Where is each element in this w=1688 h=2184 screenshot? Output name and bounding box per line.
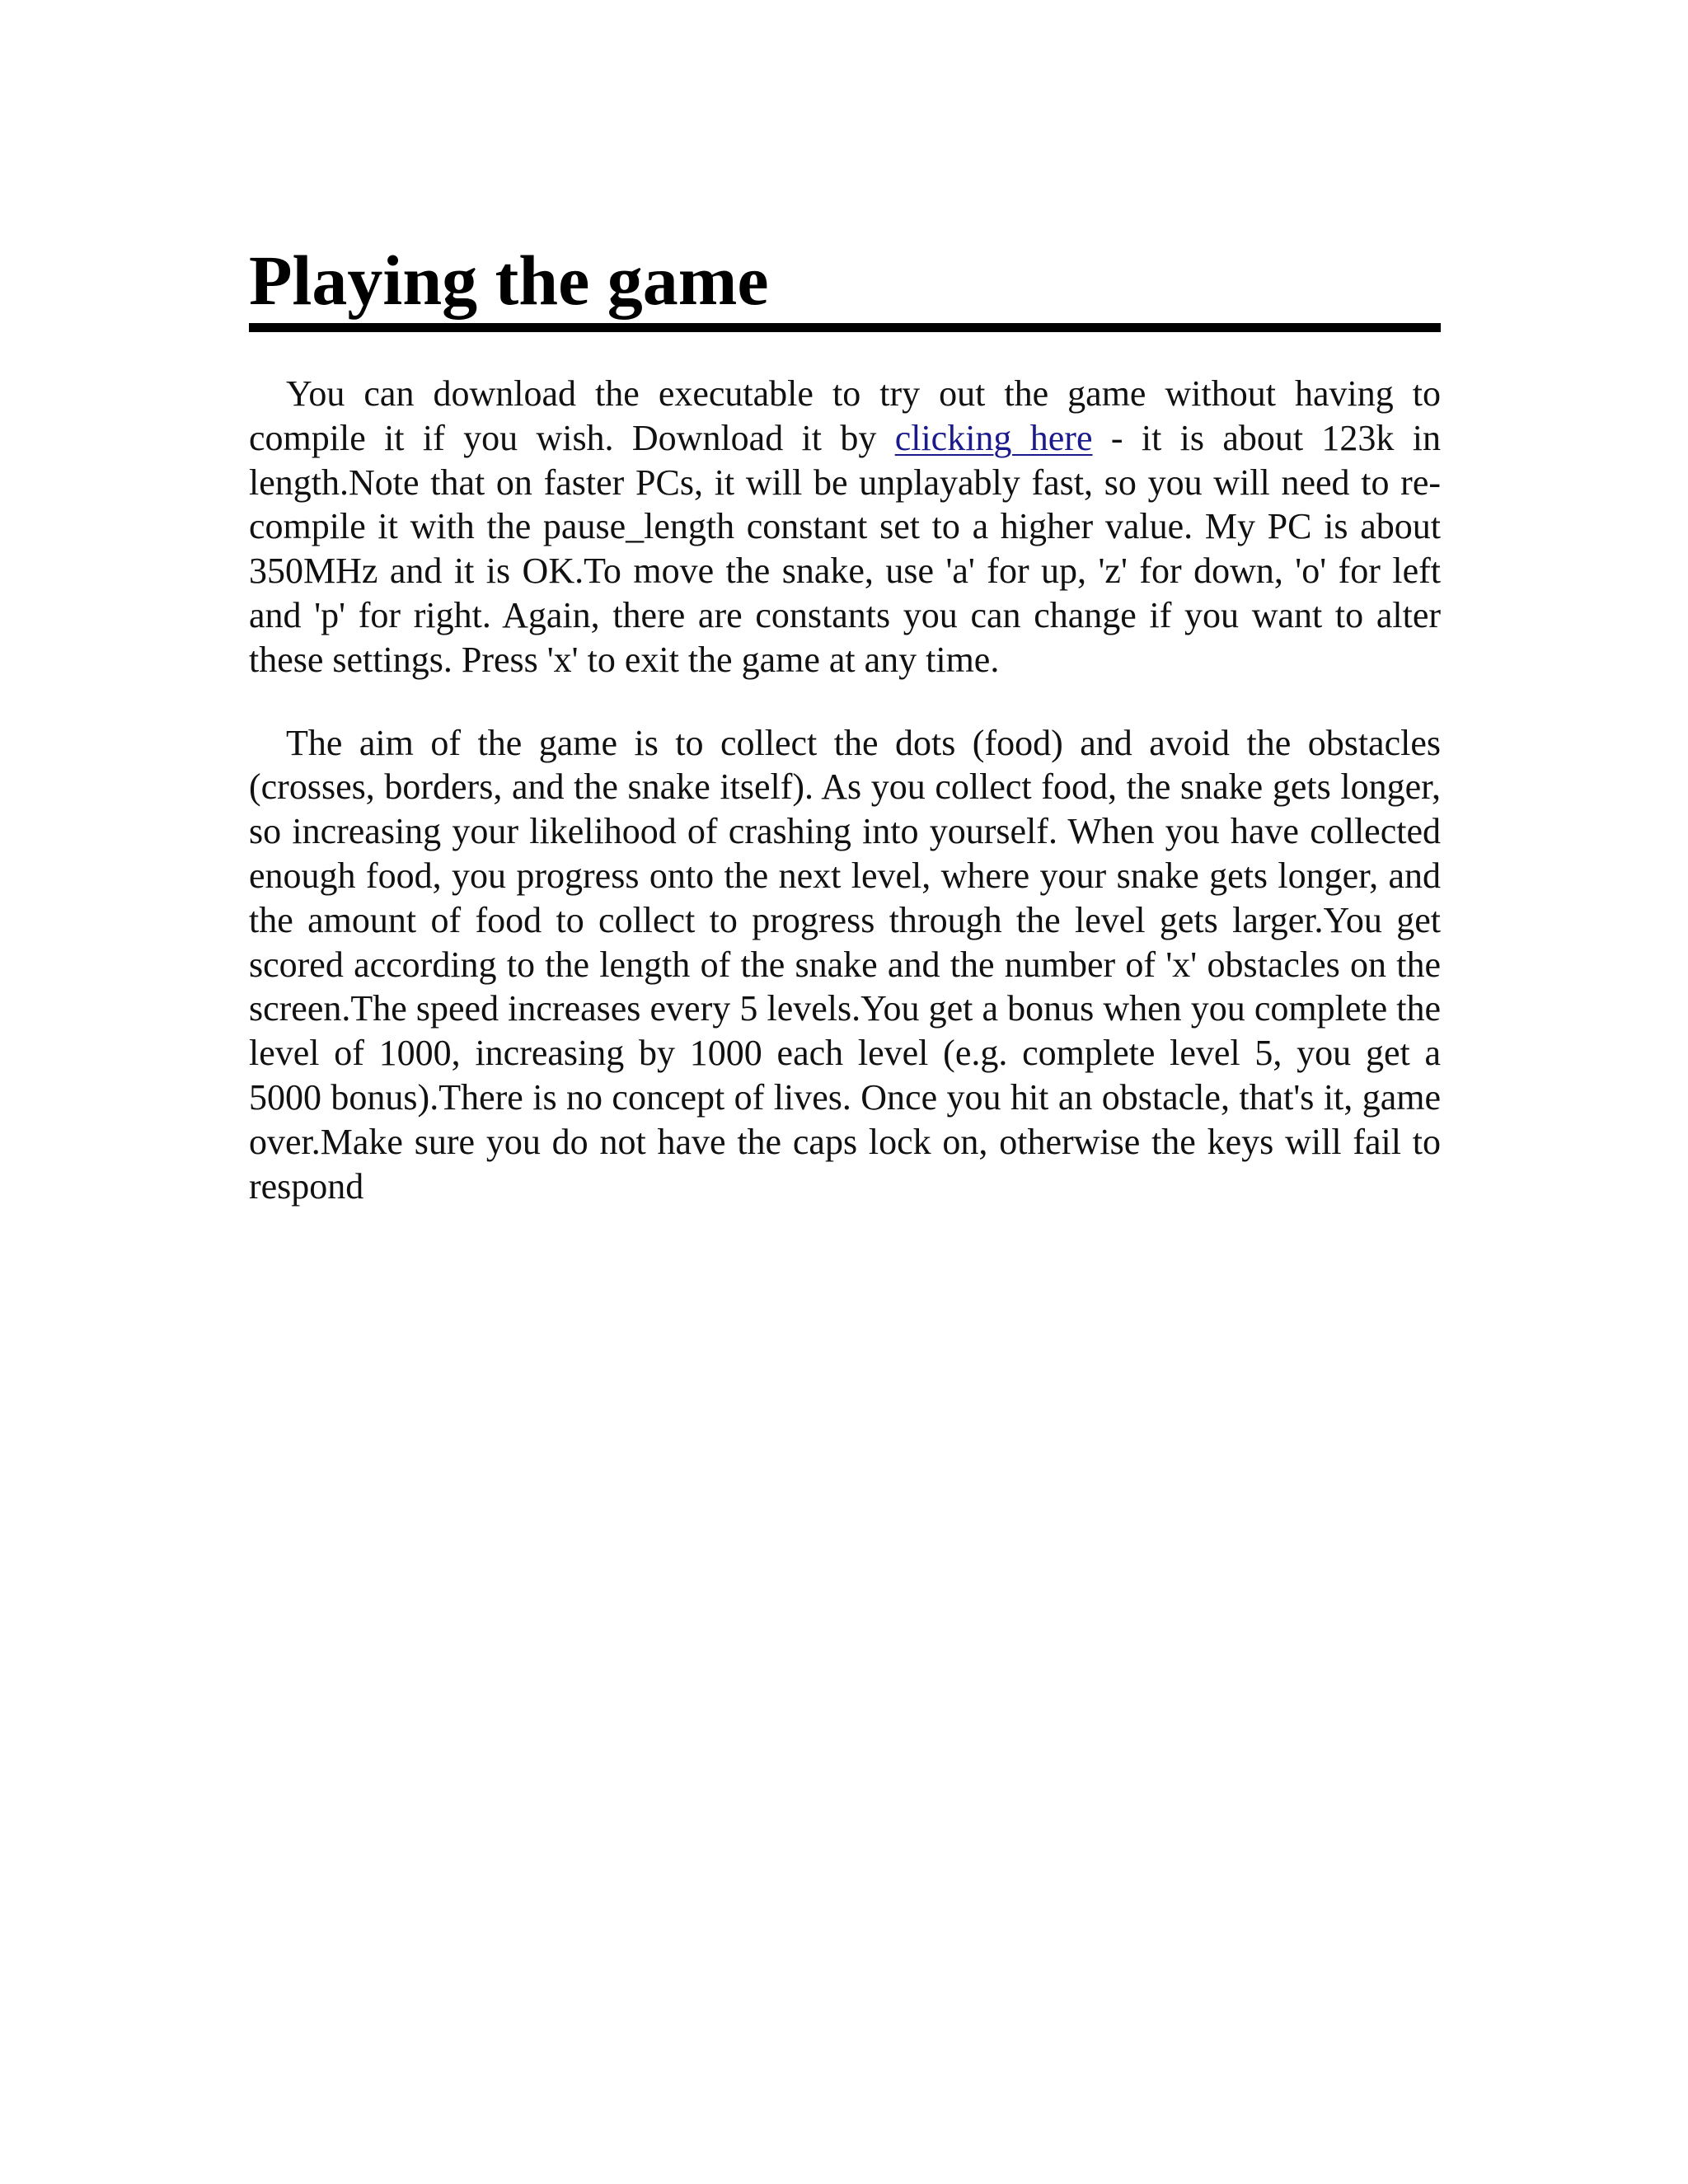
paragraph-text: - it is about 123k in length.Note that on faster PCs, it will be unplayably fast, so you will need to re-compile it with the pause_length constant set to a higher value. My PC is about 350MHz and it is OK.To move the snake, use 'a' for up, 'z' for down, 'o' for left and 'p' for right. Again, there are constants you can change if you want to alter these settings. Press 'x' to exit the game at any time. (249, 417, 1441, 680)
paragraph-text: You can download the executable to try out the game without having to compile it if you wish. Download it by (249, 373, 1441, 458)
paragraph-download-instructions (249, 372, 1441, 682)
download-link[interactable]: clicking here (894, 417, 1093, 458)
document-page (249, 239, 1441, 1208)
page-title: Playing the game (249, 239, 1441, 332)
paragraph-game-rules: The aim of the game is to collect the dots (food) and avoid the obstacles (crosses, borders, and the snake itself). As you collect food, the snake gets longer, so increasing your likelihood of crashing into yourself. When you have collected enough food, you progress onto the next level, where your snake gets longer, and the amount of food to collect to progress through the level gets larger.You get scored according to the length of the snake and the number of 'x' obstacles on the screen.The speed increases every 5 levels.You get a bonus when you complete the level of 1000, increasing by 1000 each level (e.g. complete level 5, you get a 5000 bonus).There is no concept of lives. Once you hit an obstacle, that's it, game over.Make sure you do not have the caps lock on, otherwise the keys will fail to respond (249, 722, 1441, 1207)
